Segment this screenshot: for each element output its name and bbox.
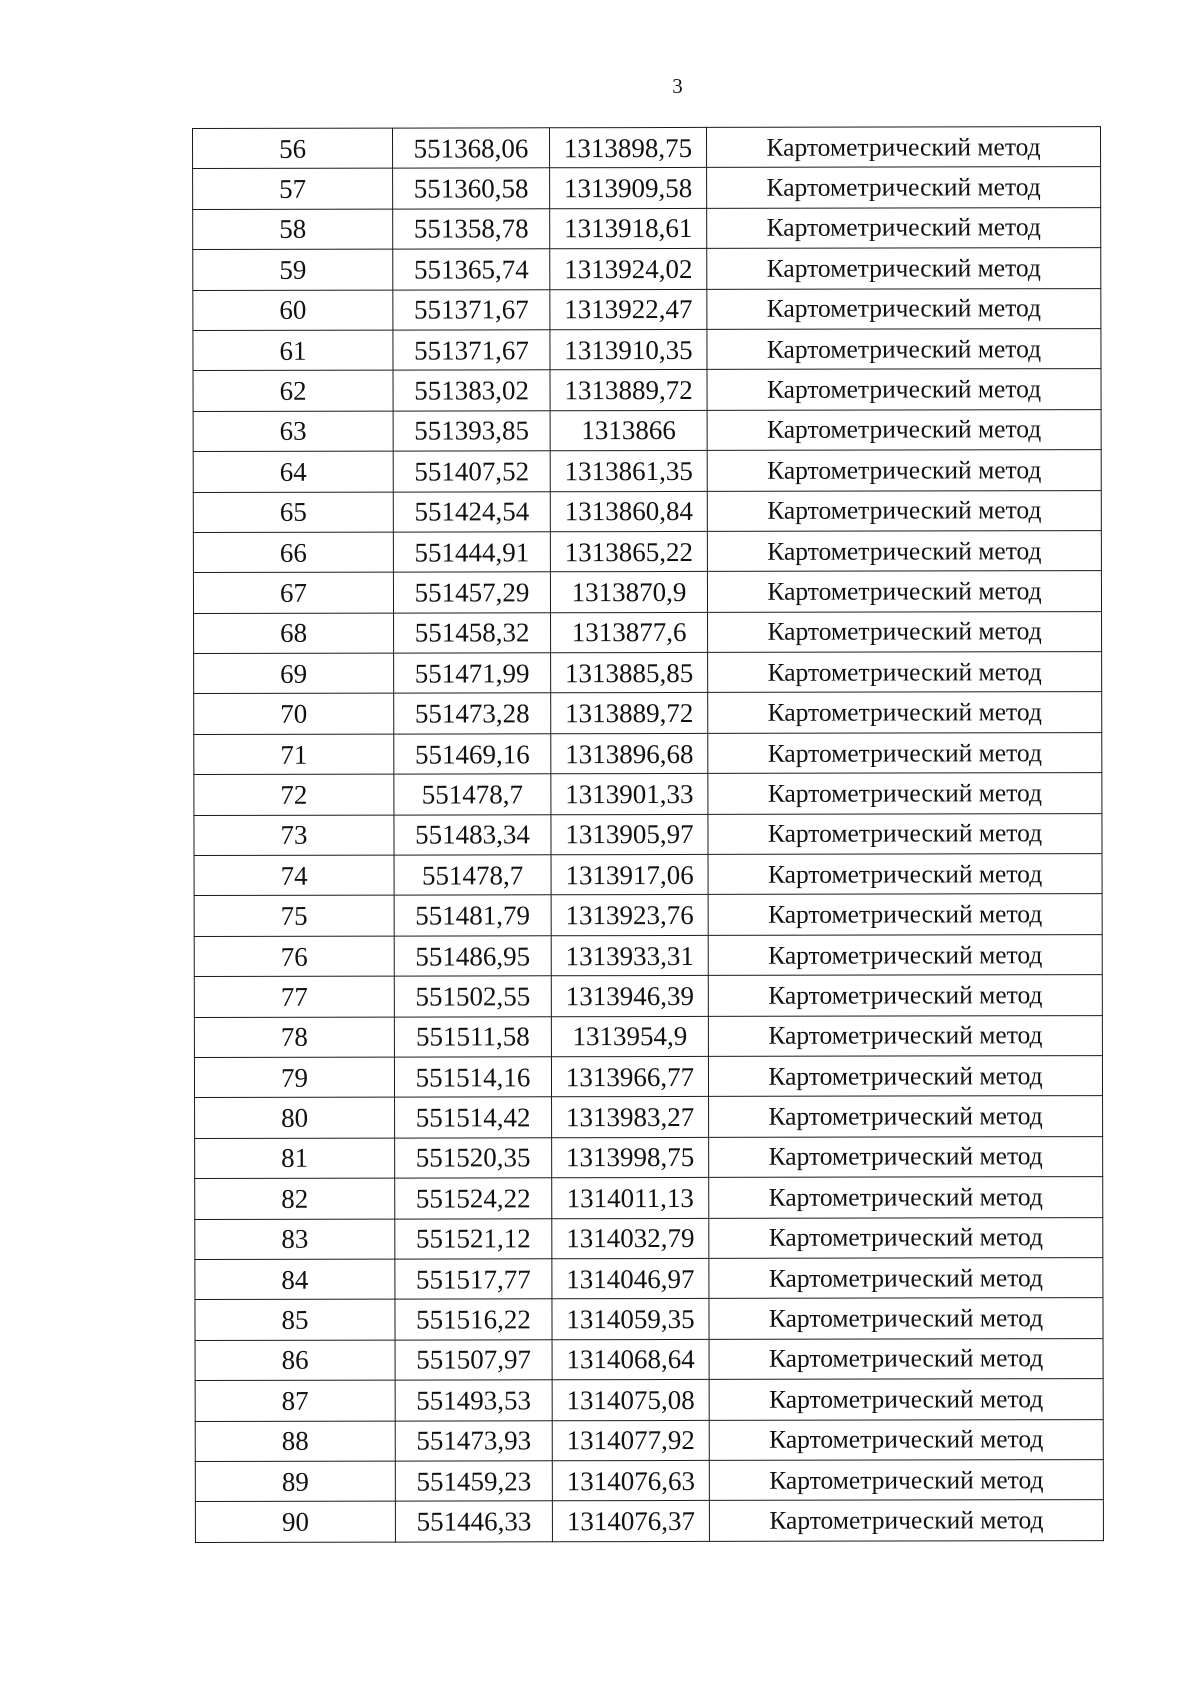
point-number-cell: 77 <box>194 976 394 1017</box>
table-row <box>195 1298 1103 1340</box>
point-number-cell: 70 <box>194 694 394 735</box>
table-row <box>194 773 1102 815</box>
x-coordinate-cell: 551371,67 <box>393 289 550 330</box>
y-coordinate-cell: 1313901,33 <box>551 774 708 815</box>
x-coordinate-cell: 551516,22 <box>395 1299 552 1340</box>
y-coordinate-cell: 1313922,47 <box>550 289 707 330</box>
table-row <box>194 1056 1102 1098</box>
table-row <box>193 571 1101 613</box>
point-number-cell: 75 <box>194 896 394 937</box>
y-coordinate-cell: 1313998,75 <box>552 1137 709 1178</box>
x-coordinate-cell: 551458,32 <box>394 612 551 653</box>
point-number-cell: 63 <box>193 411 393 452</box>
point-number-cell: 74 <box>194 855 394 896</box>
table-row <box>194 611 1102 653</box>
y-coordinate-cell: 1313870,9 <box>550 572 707 613</box>
point-number-cell: 68 <box>194 613 394 654</box>
method-cell: Картометрический метод <box>709 1298 1103 1339</box>
table-row <box>194 652 1102 694</box>
table-row <box>195 1136 1103 1178</box>
table-row <box>194 732 1102 774</box>
table-row <box>194 894 1102 936</box>
method-cell: Картометрический метод <box>708 854 1102 895</box>
x-coordinate-cell: 551483,34 <box>394 814 551 855</box>
method-cell: Картометрический метод <box>708 692 1102 733</box>
y-coordinate-cell: 1313917,06 <box>551 854 708 895</box>
point-number-cell: 88 <box>195 1421 395 1462</box>
method-cell: Картометрический метод <box>709 1500 1103 1541</box>
table-row <box>195 1419 1103 1461</box>
y-coordinate-cell: 1313923,76 <box>551 895 708 936</box>
table-row <box>195 1338 1103 1380</box>
point-number-cell: 76 <box>194 936 394 977</box>
point-number-cell: 61 <box>193 330 393 371</box>
y-coordinate-cell: 1313877,6 <box>551 612 708 653</box>
x-coordinate-cell: 551507,97 <box>395 1339 552 1380</box>
y-coordinate-cell: 1313860,84 <box>550 491 707 532</box>
x-coordinate-cell: 551471,99 <box>394 653 551 694</box>
x-coordinate-cell: 551393,85 <box>393 410 550 451</box>
table-row <box>193 450 1101 492</box>
point-number-cell: 73 <box>194 815 394 856</box>
y-coordinate-cell: 1313910,35 <box>550 329 707 370</box>
method-cell: Картометрический метод <box>707 490 1101 531</box>
method-cell: Картометрический метод <box>707 369 1101 410</box>
method-cell: Картометрический метод <box>709 1338 1103 1379</box>
y-coordinate-cell: 1313924,02 <box>550 249 707 290</box>
table-row <box>194 934 1102 976</box>
y-coordinate-cell: 1313866 <box>550 410 707 451</box>
x-coordinate-cell: 551521,12 <box>395 1218 552 1259</box>
method-cell: Картометрический метод <box>708 732 1102 773</box>
method-cell: Картометрический метод <box>708 894 1102 935</box>
x-coordinate-cell: 551457,29 <box>393 572 550 613</box>
x-coordinate-cell: 551371,67 <box>393 330 550 371</box>
y-coordinate-cell: 1314068,64 <box>552 1339 709 1380</box>
y-coordinate-cell: 1313966,77 <box>551 1056 708 1097</box>
y-coordinate-cell: 1313889,72 <box>551 693 708 734</box>
y-coordinate-cell: 1313861,35 <box>550 451 707 492</box>
y-coordinate-cell: 1314032,79 <box>552 1218 709 1259</box>
method-cell: Картометрический метод <box>709 1459 1103 1500</box>
point-number-cell: 64 <box>193 451 393 492</box>
coordinates-table-body <box>193 127 1104 1543</box>
method-cell: Картометрический метод <box>709 1177 1103 1218</box>
point-number-cell: 57 <box>193 168 393 209</box>
y-coordinate-cell: 1313889,72 <box>550 370 707 411</box>
method-cell: Картометрический метод <box>708 652 1102 693</box>
x-coordinate-cell: 551493,53 <box>395 1380 552 1421</box>
table-row <box>193 248 1101 290</box>
y-coordinate-cell: 1314075,08 <box>552 1380 709 1421</box>
x-coordinate-cell: 551524,22 <box>395 1178 552 1219</box>
method-cell: Картометрический метод <box>709 1379 1103 1420</box>
y-coordinate-cell: 1313946,39 <box>551 976 708 1017</box>
table-row <box>195 1379 1103 1421</box>
method-cell: Картометрический метод <box>707 409 1101 450</box>
point-number-cell: 78 <box>194 1017 394 1058</box>
y-coordinate-cell: 1313933,31 <box>551 935 708 976</box>
y-coordinate-cell: 1313909,58 <box>550 168 707 209</box>
table-row <box>193 167 1101 209</box>
point-number-cell: 84 <box>195 1259 395 1300</box>
table-row <box>193 329 1101 371</box>
y-coordinate-cell: 1313896,68 <box>551 733 708 774</box>
x-coordinate-cell: 551368,06 <box>393 128 550 169</box>
method-cell: Картометрический метод <box>708 1015 1102 1056</box>
point-number-cell: 72 <box>194 774 394 815</box>
x-coordinate-cell: 551520,35 <box>395 1138 552 1179</box>
x-coordinate-cell: 551481,79 <box>394 895 551 936</box>
point-number-cell: 71 <box>194 734 394 775</box>
y-coordinate-cell: 1313898,75 <box>550 127 707 168</box>
method-cell: Картометрический метод <box>707 571 1101 612</box>
method-cell: Картометрический метод <box>709 1419 1103 1460</box>
method-cell: Картометрический метод <box>708 813 1102 854</box>
y-coordinate-cell: 1313885,85 <box>551 652 708 693</box>
point-number-cell: 69 <box>194 653 394 694</box>
x-coordinate-cell: 551514,42 <box>395 1097 552 1138</box>
point-number-cell: 58 <box>193 209 393 250</box>
point-number-cell: 67 <box>193 572 393 613</box>
x-coordinate-cell: 551365,74 <box>393 249 550 290</box>
x-coordinate-cell: 551514,16 <box>394 1057 551 1098</box>
x-coordinate-cell: 551383,02 <box>393 370 550 411</box>
y-coordinate-cell: 1313865,22 <box>550 531 707 572</box>
x-coordinate-cell: 551473,93 <box>395 1420 552 1461</box>
y-coordinate-cell: 1313905,97 <box>551 814 708 855</box>
point-number-cell: 87 <box>195 1380 395 1421</box>
method-cell: Картометрический метод <box>707 248 1101 289</box>
point-number-cell: 60 <box>193 290 393 331</box>
method-cell: Картометрический метод <box>708 773 1102 814</box>
method-cell: Картометрический метод <box>707 531 1101 572</box>
coordinates-table <box>192 126 1104 1543</box>
point-number-cell: 89 <box>195 1461 395 1502</box>
table-row <box>195 1096 1103 1138</box>
x-coordinate-cell: 551486,95 <box>394 936 551 977</box>
point-number-cell: 59 <box>193 249 393 290</box>
point-number-cell: 79 <box>194 1057 394 1098</box>
table-row <box>193 288 1101 330</box>
x-coordinate-cell: 551444,91 <box>393 532 550 573</box>
point-number-cell: 82 <box>195 1178 395 1219</box>
method-cell: Картометрический метод <box>709 1096 1103 1137</box>
point-number-cell: 81 <box>195 1138 395 1179</box>
table-row <box>193 409 1101 451</box>
y-coordinate-cell: 1314059,35 <box>552 1299 709 1340</box>
y-coordinate-cell: 1313918,61 <box>550 208 707 249</box>
method-cell: Картометрический метод <box>707 167 1101 208</box>
table-row <box>194 1015 1102 1057</box>
table-row <box>193 531 1101 573</box>
point-number-cell: 66 <box>193 532 393 573</box>
page-number: 3 <box>672 74 683 98</box>
x-coordinate-cell: 551511,58 <box>394 1016 551 1057</box>
y-coordinate-cell: 1314077,92 <box>552 1420 709 1461</box>
x-coordinate-cell: 551360,58 <box>393 168 550 209</box>
y-coordinate-cell: 1314076,63 <box>552 1460 709 1501</box>
table-row <box>193 490 1101 532</box>
point-number-cell: 90 <box>195 1501 395 1542</box>
x-coordinate-cell: 551407,52 <box>393 451 550 492</box>
method-cell: Картометрический метод <box>707 207 1101 248</box>
x-coordinate-cell: 551478,7 <box>394 774 551 815</box>
method-cell: Картометрический метод <box>708 611 1102 652</box>
y-coordinate-cell: 1314011,13 <box>552 1178 709 1219</box>
method-cell: Картометрический метод <box>708 1056 1102 1097</box>
table-row <box>195 1217 1103 1259</box>
method-cell: Картометрический метод <box>708 975 1102 1016</box>
point-number-cell: 80 <box>195 1097 395 1138</box>
table-row <box>195 1459 1103 1501</box>
point-number-cell: 83 <box>195 1219 395 1260</box>
method-cell: Картометрический метод <box>709 1258 1103 1299</box>
point-number-cell: 65 <box>193 492 393 533</box>
method-cell: Картометрический метод <box>708 934 1102 975</box>
table-row <box>195 1177 1103 1219</box>
x-coordinate-cell: 551502,55 <box>394 976 551 1017</box>
method-cell: Картометрический метод <box>706 127 1100 168</box>
point-number-cell: 56 <box>193 128 393 169</box>
x-coordinate-cell: 551358,78 <box>393 209 550 250</box>
table-row <box>193 369 1101 411</box>
method-cell: Картометрический метод <box>707 288 1101 329</box>
x-coordinate-cell: 551473,28 <box>394 693 551 734</box>
table-row <box>195 1258 1103 1300</box>
x-coordinate-cell: 551469,16 <box>394 734 551 775</box>
table-row <box>194 813 1102 855</box>
table-row <box>194 975 1102 1017</box>
x-coordinate-cell: 551446,33 <box>395 1501 552 1542</box>
table-row <box>193 207 1101 249</box>
method-cell: Картометрический метод <box>707 450 1101 491</box>
table-row <box>194 692 1102 734</box>
x-coordinate-cell: 551478,7 <box>394 855 551 896</box>
y-coordinate-cell: 1314076,37 <box>552 1501 709 1542</box>
x-coordinate-cell: 551459,23 <box>395 1461 552 1502</box>
method-cell: Картометрический метод <box>709 1217 1103 1258</box>
x-coordinate-cell: 551517,77 <box>395 1259 552 1300</box>
point-number-cell: 86 <box>195 1340 395 1381</box>
y-coordinate-cell: 1313983,27 <box>552 1097 709 1138</box>
table-row <box>194 854 1102 896</box>
table-row <box>193 127 1101 169</box>
point-number-cell: 85 <box>195 1299 395 1340</box>
x-coordinate-cell: 551424,54 <box>393 491 550 532</box>
y-coordinate-cell: 1313954,9 <box>551 1016 708 1057</box>
method-cell: Картометрический метод <box>707 329 1101 370</box>
table-row <box>195 1500 1103 1542</box>
point-number-cell: 62 <box>193 370 393 411</box>
method-cell: Картометрический метод <box>709 1136 1103 1177</box>
y-coordinate-cell: 1314046,97 <box>552 1258 709 1299</box>
